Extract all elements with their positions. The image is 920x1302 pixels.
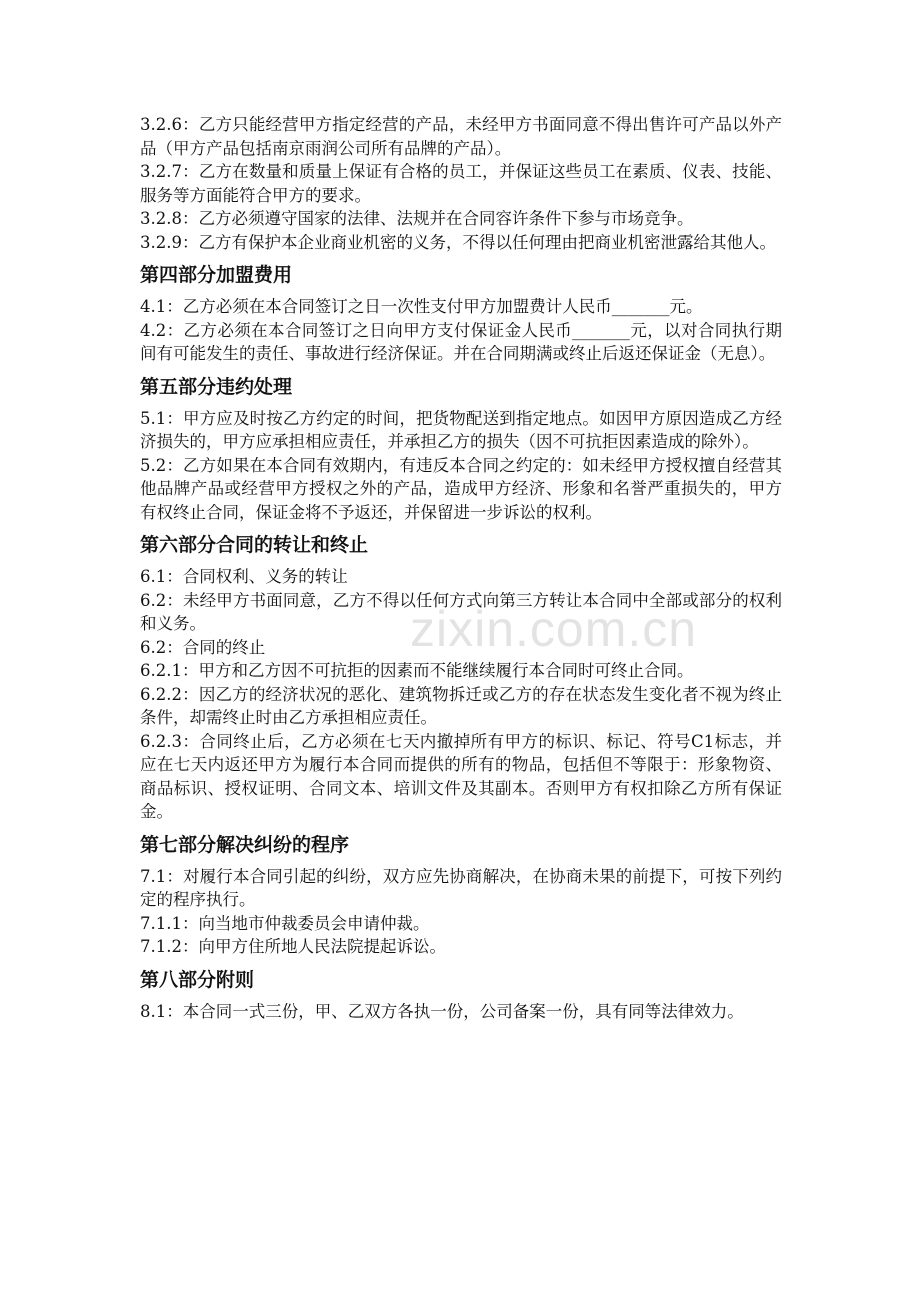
clause-3-2-7: 3.2.7：乙方在数量和质量上保证有合格的员工，并保证这些员工在素质、仪表、技能、服务等方面能符合甲方的要求。 [140, 162, 782, 205]
clause-3-2-6: 3.2.6：乙方只能经营甲方指定经营的产品，未经甲方书面同意不得出售许可产品以外产品（甲方产品包括南京雨润公司所有品牌的产品）。 [140, 115, 782, 158]
clause-5-2: 5.2：乙方如果在本合同有效期内，有违反本合同之约定的：如未经甲方授权擅自经营其他品牌产品或经营甲方授权之外的产品，造成甲方经济、形象和名誉严重损失的，甲方有权终止合同，保证金将不予返还，并保留进一步诉讼的权利。 [140, 455, 782, 522]
section-heading-franchise-fee: 第四部分加盟费用 [140, 264, 293, 286]
clause-4-2: 4.2：乙方必须在本合同签订之日向甲方支付保证金人民币_______元，以对合同执行期间有可能发生的责任、事故进行经济保证。并在合同期满或终止后返还保证金（无息）。 [140, 320, 782, 363]
clause-6-2-3: 6.2.3：合同终止后，乙方必须在七天内撤掉所有甲方的标识、标记、符号C1标志，并应在七天内返还甲方为履行本合同而提供的所有的物品，包括但不等限于：形象物资、商品标识、授权证明、合同文本、培训文件及其副本。否则甲方有权扣除乙方所有保证金。 [140, 731, 782, 821]
clause-8-1: 8.1：本合同一式三份，甲、乙双方各执一份，公司备案一份，具有同等法律效力。 [140, 1001, 744, 1021]
clause-5-1: 5.1：甲方应及时按乙方约定的时间，把货物配送到指定地点。如因甲方原因造成乙方经济损失的，甲方应承担相应责任，并承担乙方的损失（因不可抗拒因素造成的除外）。 [140, 408, 782, 451]
section-heading-supplementary: 第八部分附则 [140, 968, 255, 991]
clause-7-1-1: 7.1.1：向当地市仲裁委员会申请仲裁。 [140, 913, 430, 933]
watermark: zixin.com.cn [410, 601, 698, 657]
clause-3-2-8: 3.2.8：乙方必须遵守国家的法律、法规并在合同容许条件下参与市场竞争。 [140, 209, 694, 228]
clause-6-2-2: 6.2.2：因乙方的经济状况的恶化、建筑物拆迁或乙方的存在状态发生变化者不视为终止条件，却需终止时由乙方承担相应责任。 [140, 684, 782, 727]
clause-7-1: 7.1：对履行本合同引起的纠纷，双方应先协商解决，在协商未果的前提下，可按下列约定的程序执行。 [140, 866, 782, 909]
clause-6-2-transfer: 6.2：未经甲方书面同意，乙方不得以任何方式向第三方转让本合同中全部或部分的权利和义务。 [140, 590, 782, 633]
clause-3-2-9: 3.2.9：乙方有保护本企业商业机密的义务，不得以任何理由把商业机密泄露给其他人。 [140, 232, 776, 252]
section-heading-dispute: 第七部分解决纠纷的程序 [140, 833, 350, 856]
clause-4-1: 4.1：乙方必须在本合同签订之日一次性支付甲方加盟费计人民币_______元。 [140, 297, 703, 316]
section-heading-transfer-termination: 第六部分合同的转让和终止 [140, 534, 369, 556]
clause-7-1-2: 7.1.2：向甲方住所地人民法院提起诉讼。 [140, 937, 446, 956]
document-body [140, 113, 782, 1023]
clause-6-1: 6.1：合同权利、义务的转让 [140, 567, 348, 586]
clause-6-2-1: 6.2.1：甲方和乙方因不可抗拒的因素而不能继续履行本合同时可终止合同。 [140, 661, 694, 680]
section-heading-breach: 第五部分违约处理 [140, 375, 293, 398]
clause-6-2-termination: 6.2：合同的终止 [140, 637, 266, 657]
